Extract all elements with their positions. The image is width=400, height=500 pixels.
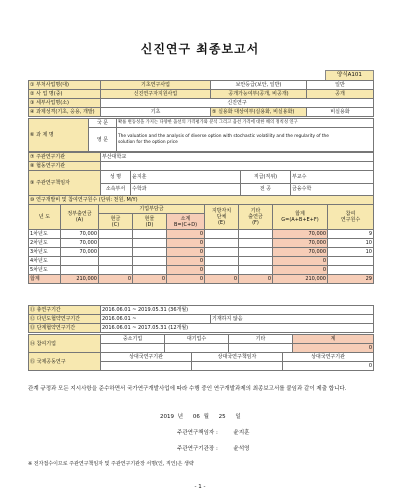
funding-total-header — [273, 205, 328, 230]
participating-sum-header: 계 — [293, 335, 374, 344]
funding-gov-header — [61, 205, 99, 230]
date-month-unit: 월 — [203, 414, 209, 420]
funding-total-title: 합계 — [295, 211, 305, 217]
funding-cash-cell — [99, 239, 133, 248]
funding-etc-cell — [239, 230, 273, 239]
funding-year-cell: 2차년도 — [29, 239, 61, 248]
page-title: 신진연구 최종보고서 — [140, 42, 260, 56]
funding-people-cell — [328, 266, 374, 275]
task-eng-line-2: solution for the option price — [118, 139, 178, 145]
pi-position-label: 직급(직위) — [241, 171, 291, 184]
cooperative-label: ⑮ 국제공동연구 — [29, 353, 101, 371]
funding-year-cell: 1차년도 — [29, 230, 61, 239]
funding-cash-cell — [99, 257, 133, 266]
funding-row-1 — [29, 230, 374, 239]
cooperative-value-3: 0 — [283, 362, 374, 371]
cooperative-col-2: 상대국연구책임자 — [192, 353, 283, 362]
funding-local-cell — [205, 248, 239, 257]
funding-etc-title: 기타 — [250, 208, 261, 214]
funding-local-title-2: 단체 — [216, 214, 227, 220]
funding-row-5 — [29, 266, 374, 275]
pi-signature-label: 주관연구책임자 : — [177, 430, 218, 436]
funding-etc-cell — [239, 239, 273, 248]
funding-subtotal-cell: 0 — [167, 257, 205, 266]
funding-local-cell — [205, 230, 239, 239]
funding-kind-cell — [133, 257, 167, 266]
funding-sum-subtotal: 0 — [167, 275, 205, 284]
funding-cash-cell — [99, 248, 133, 257]
funding-cash-cell — [99, 230, 133, 239]
funding-gov-title: 정부출연금 — [67, 211, 92, 217]
total-period-value: 2016.06.01 ~ 2019.05.31 (36개월) — [101, 306, 374, 315]
funding-people-title: 참여 — [345, 211, 356, 217]
funding-cash-header — [99, 214, 133, 230]
footnote: ※ 전자접수이므로 주관연구책임자 및 주관연구기관장 서명(인, 직인)은 생략 — [28, 461, 194, 467]
funding-year-cell: 3차년도 — [29, 248, 61, 257]
participating-table — [28, 334, 374, 353]
total-period-label: ⑪ 총연구기간 — [29, 306, 101, 315]
security-label: 보안등급(보안, 일반) — [211, 81, 307, 90]
main-org-label: ⑦ 주관연구기관 — [29, 153, 101, 162]
funding-row-4 — [29, 257, 374, 266]
date-day: 25 — [218, 414, 226, 420]
funding-total-cell: 70,000 — [273, 239, 328, 248]
participating-mid-header: 대기업수 — [165, 335, 229, 344]
security-value: 일반 — [307, 81, 374, 90]
main-org-value: 부산대학교 — [101, 153, 374, 162]
research-char-label: ④ 과제성격(기초, 응용, 개발) — [29, 108, 101, 117]
funding-cash-title: 현금 — [110, 215, 121, 222]
date-year-unit: 년 — [177, 414, 184, 420]
research-char-value: 기초 — [101, 108, 211, 117]
participating-etc-header: 기타 — [229, 335, 293, 344]
statement-text: 관계 규정과 모든 지시사항을 준수하면서 국가연구개발사업에 따라 수행 중인 연구개발과제의 최종보고서를 붙임과 같이 제출 합니다. — [28, 386, 347, 392]
task-name-label: ⑥ 과 제 명 — [29, 119, 89, 152]
open-value: 공개 — [307, 90, 374, 99]
funding-people-title-2: 연구원수 — [340, 217, 361, 223]
pi-label: ⑨ 주관연구책임자 — [29, 171, 101, 196]
funding-gov-cell — [61, 266, 99, 275]
project-name-value: 신진연구자지원사업 — [101, 90, 211, 99]
date-day-unit: 일 — [235, 414, 241, 420]
funding-sum-local: 0 — [205, 275, 239, 284]
funding-year-cell: 5차년도 — [29, 266, 61, 275]
project-info-table — [28, 80, 374, 117]
head-signature-name: 윤석영 — [233, 446, 250, 452]
participating-sme-header: 중소기업 — [101, 335, 165, 344]
funding-kind-cell — [133, 248, 167, 257]
funding-etc-cell — [239, 257, 273, 266]
funding-sum-label: 합계 — [29, 275, 61, 284]
funding-cash-sub: (C) — [111, 221, 120, 228]
pi-position-value: 부교수 — [291, 171, 374, 184]
submission-date — [160, 412, 241, 420]
funding-etc-sub: (F) — [252, 220, 259, 226]
funding-total-cell: 0 — [273, 266, 328, 275]
funding-etc-title-2: 출연금 — [248, 214, 263, 220]
pi-signature-name: 윤지훈 — [233, 430, 250, 436]
date-year: 2019 — [160, 414, 174, 420]
funding-sum-gov: 210,000 — [61, 275, 99, 284]
funding-table — [28, 195, 374, 284]
page-number: - 1 - — [194, 484, 206, 490]
cooperative-value-1 — [101, 362, 192, 371]
participating-label: ⑭ 참여기업 — [29, 335, 101, 353]
funding-local-title: 지방자치 — [211, 208, 232, 214]
practical-target-label: ⑤ 실용화 대상여부(실용화, 비실용화) — [211, 108, 307, 117]
funding-local-sub: (E) — [217, 220, 226, 226]
coop-org-label: ⑧ 협동연구기관 — [29, 162, 101, 171]
funding-kind-title: 현물 — [144, 215, 155, 222]
funding-kind-cell — [133, 230, 167, 239]
funding-cash-cell — [99, 266, 133, 275]
pi-name-label: 성 명 — [101, 171, 131, 184]
task-kor-value: 확률 변동성을 가지는 다양한 옵션의 가격평가와 분석 그리고 옵션 가격에 대한 해의 정칙성 연구 — [117, 119, 374, 128]
form-number-badge: 양식A101 — [325, 70, 374, 81]
funding-people-cell: 10 — [328, 239, 374, 248]
funding-sum-cash: 0 — [99, 275, 133, 284]
pi-table — [28, 170, 374, 196]
funding-total-cell: 0 — [273, 257, 328, 266]
funding-etc-cell — [239, 266, 273, 275]
funding-sum-row — [29, 275, 374, 284]
head-signature-label: 주관연구기관장 : — [177, 446, 218, 452]
funding-etc-header — [239, 205, 273, 230]
funding-kind-cell — [133, 239, 167, 248]
funding-subtotal-sub: B=(C+D) — [173, 221, 198, 228]
funding-local-header — [205, 205, 239, 230]
sub-project-value: 신진연구 — [101, 99, 374, 108]
pi-dept-label: 소속부서 — [101, 183, 131, 196]
funding-total-cell: 70,000 — [273, 248, 328, 257]
last-period-value: 2016.06.01 ~ 2017.05.31 (12개월) — [101, 324, 374, 333]
multi-period-note: 기재하지 않음 — [211, 315, 374, 324]
pi-name-value: 윤지훈 — [131, 171, 241, 184]
funding-row-3 — [29, 248, 374, 257]
funding-kind-header — [133, 214, 167, 230]
funding-gov-cell: 70,000 — [61, 248, 99, 257]
date-month: 06 — [192, 414, 200, 420]
project-name-label: ② 사 업 명(중) — [29, 90, 101, 99]
practical-target-value: 비실용화 — [307, 108, 374, 117]
participating-sum-value: 0 — [293, 344, 374, 353]
funding-sum-kind: 0 — [133, 275, 167, 284]
funding-total-cell: 70,000 — [273, 230, 328, 239]
funding-people-cell: 9 — [328, 230, 374, 239]
task-eng-value — [117, 128, 374, 152]
funding-local-cell — [205, 257, 239, 266]
funding-subtotal-cell: 0 — [167, 266, 205, 275]
cooperative-table — [28, 352, 374, 371]
funding-subtotal-cell: 0 — [167, 239, 205, 248]
multi-period-label: ⑫ 다년도협약연구기간 — [29, 315, 101, 324]
task-name-table — [28, 118, 374, 152]
task-kor-label: 국 문 — [89, 119, 117, 128]
funding-sum-etc: 0 — [239, 275, 273, 284]
funding-local-cell — [205, 239, 239, 248]
funding-local-cell — [205, 266, 239, 275]
pi-dept-value: 수학과 — [131, 183, 241, 196]
funding-etc-cell — [239, 248, 273, 257]
multi-period-value: 2016.06.01 ~ — [101, 315, 211, 324]
funding-subtotal-header — [167, 214, 205, 230]
funding-people-header — [328, 205, 374, 230]
period-table — [28, 305, 374, 333]
funding-kind-cell — [133, 266, 167, 275]
funding-year-cell: 4차년도 — [29, 257, 61, 266]
funding-people-cell — [328, 257, 374, 266]
funding-gov-cell: 70,000 — [61, 230, 99, 239]
pi-signature-line — [177, 428, 250, 436]
org-table — [28, 152, 374, 171]
funding-gov-cell — [61, 257, 99, 266]
funding-header: ⑩ 연구개발비 및 참여연구원수 (단위: 천원, M/Y) — [29, 196, 374, 205]
pi-major-label: 전 공 — [241, 183, 291, 196]
funding-kind-sub: (D) — [145, 221, 154, 228]
funding-people-cell: 10 — [328, 248, 374, 257]
funding-row-2 — [29, 239, 374, 248]
last-period-label: ⑬ 단계협약연구기간 — [29, 324, 101, 333]
funding-private-header: 기업부담금 — [99, 205, 205, 214]
business-name-label: ① 부처사업명(대) — [29, 81, 101, 90]
funding-subtotal-cell: 0 — [167, 230, 205, 239]
sub-project-label: ③ 세부사업명(소) — [29, 99, 101, 108]
funding-year-header: 년 도 — [29, 205, 61, 230]
cooperative-value-2 — [192, 362, 283, 371]
business-name-value: 기초연구사업 — [101, 81, 211, 90]
funding-sum-total: 210,000 — [273, 275, 328, 284]
funding-sum-people: 29 — [328, 275, 374, 284]
task-eng-label: 영 문 — [89, 128, 117, 152]
task-eng-line-1: The valuation and the analysis of diverse option with stochastic volatility and the regularity of the — [118, 133, 329, 139]
cooperative-col-1: 상대국연구기관 — [101, 353, 192, 362]
funding-gov-sub: (A) — [75, 217, 84, 223]
pi-major-value: 금융수학 — [291, 183, 374, 196]
funding-total-sub: G=(A+B+E+F) — [281, 217, 319, 223]
funding-gov-cell: 70,000 — [61, 239, 99, 248]
funding-subtotal-title: 소계 — [180, 215, 191, 222]
cooperative-col-3: 상대국연구기관 — [283, 353, 374, 362]
head-signature-line — [177, 444, 250, 452]
open-label: 공개가능여부(공개, 비공개) — [211, 90, 307, 99]
funding-subtotal-cell: 0 — [167, 248, 205, 257]
